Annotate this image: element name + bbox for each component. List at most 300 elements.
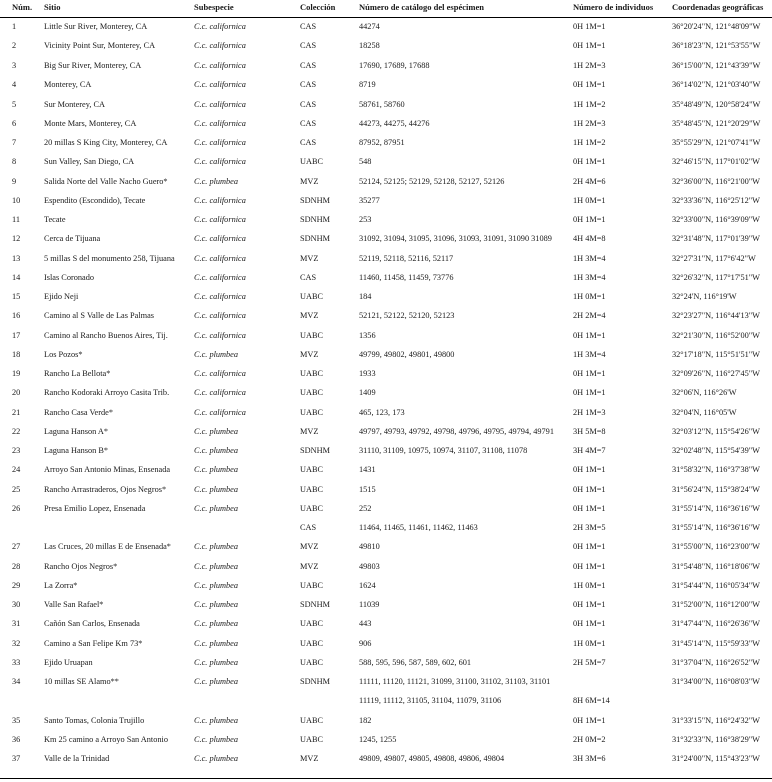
cell-individuos: 0H 1M=1 (573, 157, 606, 166)
cell-coleccion: UABC (300, 485, 324, 494)
cell-subespecie: C.c. californica (194, 119, 246, 128)
cell-catalogo: 52119, 52118, 52116, 52117 (359, 254, 454, 263)
table-row (0, 559, 772, 574)
cell-subespecie: C.c. californica (194, 234, 246, 243)
cell-subespecie: C.c. plumbea (194, 677, 239, 686)
cell-individuos: 1H 1M=2 (573, 100, 606, 109)
cell-subespecie: C.c. plumbea (194, 446, 239, 455)
cell-sitio: Camino al Rancho Buenos Aires, Tij. (44, 331, 168, 340)
cell-subespecie: C.c. plumbea (194, 562, 239, 571)
cell-num: 3 (12, 61, 17, 70)
cell-individuos: 1H 0M=1 (573, 639, 606, 648)
header-num: Núm. (12, 2, 33, 12)
cell-coleccion: CAS (300, 100, 317, 109)
cell-sitio: Valle San Rafael* (44, 600, 104, 609)
cell-num: 8 (12, 157, 17, 166)
cell-individuos: 2H 1M=3 (573, 408, 606, 417)
table-row (0, 38, 772, 53)
cell-coordenadas: 31°58'32"N, 116°37'38"W (672, 465, 760, 474)
cell-individuos: 1H 1M=2 (573, 138, 606, 147)
cell-subespecie: C.c. californica (194, 100, 246, 109)
cell-num: 37 (12, 754, 21, 763)
cell-coleccion: UABC (300, 716, 324, 725)
cell-sitio: Sun Valley, San Diego, CA (44, 157, 135, 166)
cell-sitio: Cañón San Carlos, Ensenada (44, 619, 140, 628)
cell-coleccion: MVZ (300, 311, 319, 320)
cell-num: 12 (12, 234, 21, 243)
cell-num: 11 (12, 215, 20, 224)
table-row (0, 713, 772, 728)
table-row (0, 597, 772, 612)
cell-catalogo: 49799, 49802, 49801, 49800 (359, 350, 455, 359)
cell-num: 13 (12, 254, 21, 263)
cell-coordenadas: 31°24'00"N, 115°43'23"W (672, 754, 760, 763)
cell-num: 14 (12, 273, 21, 282)
cell-individuos: 0H 1M=1 (573, 600, 606, 609)
cell-coleccion: UABC (300, 157, 324, 166)
cell-catalogo: 35277 (359, 196, 380, 205)
cell-individuos: 1H 3M=4 (573, 254, 606, 263)
cell-subespecie: C.c. plumbea (194, 600, 239, 609)
cell-coleccion: CAS (300, 41, 317, 50)
table-row (0, 289, 772, 304)
cell-catalogo: 588, 595, 596, 587, 589, 602, 601 (359, 658, 472, 667)
cell-individuos: 0H 1M=1 (573, 215, 606, 224)
cell-coordenadas: 36°18'23"N, 121°53'55"W (672, 41, 761, 50)
cell-coleccion: UABC (300, 504, 324, 513)
cell-coordenadas: 31°37'04"N, 116°26'52"W (672, 658, 760, 667)
table-row (0, 58, 772, 73)
cell-sitio: Arroyo San Antonio Minas, Ensenada (44, 465, 171, 474)
cell-coordenadas: 32°06'N, 116°26'W (672, 388, 737, 397)
cell-num: 22 (12, 427, 21, 436)
cell-subespecie: C.c. californica (194, 22, 246, 31)
cell-num: 21 (12, 408, 21, 417)
cell-individuos: 2H 4M=6 (573, 177, 606, 186)
cell-sitio: Km 25 camino a Arroyo San Antonio (44, 735, 168, 744)
cell-sitio: Espendito (Escondido), Tecate (44, 196, 146, 205)
cell-catalogo: 1624 (359, 581, 376, 590)
cell-coleccion: CAS (300, 80, 317, 89)
cell-num: 15 (12, 292, 21, 301)
cell-coleccion: CAS (300, 22, 317, 31)
cell-num: 28 (12, 562, 21, 571)
cell-subespecie: C.c. plumbea (194, 639, 239, 648)
table-row (0, 751, 772, 766)
cell-individuos: 0H 1M=1 (573, 465, 606, 474)
cell-num: 33 (12, 658, 21, 667)
cell-individuos: 3H 5M=8 (573, 427, 606, 436)
cell-individuos: 0H 1M=1 (573, 542, 606, 551)
cell-individuos: 8H 6M=14 (573, 696, 610, 705)
cell-individuos: 0H 1M=1 (573, 41, 606, 50)
cell-subespecie: C.c. californica (194, 292, 246, 301)
cell-coordenadas: 32°33'00"N, 116°39'09"W (672, 215, 760, 224)
cell-coordenadas: 32°04'N, 116°05'W (672, 408, 737, 417)
cell-num: 34 (12, 677, 21, 686)
cell-num: 2 (12, 41, 17, 50)
cell-num: 30 (12, 600, 21, 609)
cell-sitio: Monte Mars, Monterey, CA (44, 119, 137, 128)
cell-individuos: 3H 3M=6 (573, 754, 606, 763)
cell-coordenadas: 31°32'33"N, 116°38'29"W (672, 735, 760, 744)
cell-subespecie: C.c. plumbea (194, 581, 239, 590)
cell-subespecie: C.c. plumbea (194, 542, 239, 551)
cell-catalogo: 8719 (359, 80, 376, 89)
cell-subespecie: C.c. plumbea (194, 465, 239, 474)
cell-subespecie: C.c. californica (194, 388, 246, 397)
table-row (0, 385, 772, 400)
cell-sitio: Camino al S Valle de Las Palmas (44, 311, 154, 320)
cell-individuos: 0H 1M=1 (573, 331, 606, 340)
cell-sitio: Los Pozos* (44, 350, 83, 359)
cell-num: 1 (12, 22, 17, 31)
cell-num: 4 (12, 80, 17, 89)
cell-coordenadas: 32°09'26"N, 116°27'45"W (672, 369, 760, 378)
cell-coleccion: MVZ (300, 754, 319, 763)
cell-coordenadas: 35°48'49"N, 120°58'24"W (672, 100, 761, 109)
cell-coleccion: UABC (300, 331, 324, 340)
cell-num: 23 (12, 446, 21, 455)
cell-sitio: Laguna Hanson B* (44, 446, 109, 455)
cell-coleccion: UABC (300, 581, 324, 590)
cell-coleccion: SDNHM (300, 446, 330, 455)
cell-coleccion: SDNHM (300, 215, 330, 224)
cell-individuos: 0H 1M=1 (573, 619, 606, 628)
cell-sitio: 5 millas S del monumento 258, Tijuana (44, 254, 175, 263)
cell-sitio: Islas Coronado (44, 273, 95, 282)
cell-catalogo: 58761, 58760 (359, 100, 405, 109)
cell-coordenadas: 36°14'02"N, 121°03'40"W (672, 80, 761, 89)
cell-num: 9 (12, 177, 17, 186)
cell-coordenadas: 32°21'30"N, 116°52'00"W (672, 331, 760, 340)
table-row (0, 616, 772, 631)
cell-subespecie: C.c. californica (194, 369, 246, 378)
cell-coordenadas: 32°23'27"N, 116°44'13"W (672, 311, 760, 320)
cell-catalogo: 1515 (359, 485, 376, 494)
cell-coordenadas: 32°33'36"N, 116°25'12"W (672, 196, 760, 205)
cell-coleccion: SDNHM (300, 234, 330, 243)
cell-catalogo: 252 (359, 504, 372, 513)
cell-individuos: 0H 1M=1 (573, 504, 606, 513)
cell-individuos: 3H 4M=7 (573, 446, 606, 455)
cell-subespecie: C.c. plumbea (194, 735, 239, 744)
cell-catalogo: 87952, 87951 (359, 138, 405, 147)
cell-coordenadas: 32°26'32"N, 117°17'51"W (672, 273, 760, 282)
cell-subespecie: C.c. californica (194, 408, 246, 417)
cell-catalogo: 31092, 31094, 31095, 31096, 31093, 31091, 31090 31089 (359, 234, 552, 243)
cell-coordenadas: 32°46'15"N, 117°01'02"W (672, 157, 760, 166)
table-row (0, 231, 772, 246)
cell-coordenadas: 31°55'14"N, 116°36'16"W (672, 504, 760, 513)
cell-num: 20 (12, 388, 21, 397)
cell-coordenadas: 32°31'48"N, 117°01'39"W (672, 234, 760, 243)
cell-coleccion: MVZ (300, 177, 319, 186)
cell-subespecie: C.c. californica (194, 254, 246, 263)
cell-catalogo: 443 (359, 619, 372, 628)
table-row (0, 77, 772, 92)
cell-sitio: Ejido Neji (44, 292, 79, 301)
cell-coleccion: SDNHM (300, 600, 330, 609)
cell-sitio: Vicinity Point Sur, Monterey, CA (44, 41, 156, 50)
cell-sitio: Santo Tomas, Colonia Trujillo (44, 716, 145, 725)
cell-coordenadas: 35°48'45"N, 121°20'29"W (672, 119, 761, 128)
cell-catalogo: 1409 (359, 388, 376, 397)
cell-subespecie: C.c. californica (194, 157, 246, 166)
cell-individuos: 0H 1M=1 (573, 562, 606, 571)
cell-coleccion: SDNHM (300, 196, 330, 205)
cell-subespecie: C.c. plumbea (194, 754, 239, 763)
cell-coleccion: CAS (300, 61, 317, 70)
cell-catalogo: 1356 (359, 331, 376, 340)
cell-individuos: 1H 0M=1 (573, 292, 606, 301)
cell-coleccion: CAS (300, 523, 317, 532)
header-coleccion: Colección (300, 2, 336, 12)
cell-sitio: Cerca de Tijuana (44, 234, 101, 243)
cell-coleccion: CAS (300, 119, 317, 128)
cell-catalogo: 31110, 31109, 10975, 10974, 31107, 31108, 11078 (359, 446, 528, 455)
cell-subespecie: C.c. plumbea (194, 658, 239, 667)
cell-coordenadas: 31°55'00"N, 116°23'00"W (672, 542, 760, 551)
cell-subespecie: C.c. californica (194, 80, 246, 89)
cell-catalogo: 44273, 44275, 44276 (359, 119, 430, 128)
header-individuos: Número de individuos (573, 2, 654, 12)
cell-individuos: 0H 1M=1 (573, 80, 606, 89)
cell-catalogo: 49810 (359, 542, 380, 551)
cell-subespecie: C.c. plumbea (194, 619, 239, 628)
table-row (0, 19, 772, 34)
cell-individuos: 0H 1M=1 (573, 22, 606, 31)
table-row (0, 308, 772, 323)
cell-catalogo: 17690, 17689, 17688 (359, 61, 430, 70)
header-coordenadas: Coordenadas geográficas (672, 2, 764, 12)
cell-sitio: Little Sur River, Monterey, CA (44, 22, 148, 31)
cell-num: 26 (12, 504, 21, 513)
table-row (0, 212, 772, 227)
cell-sitio: Salida Norte del Valle Nacho Guero* (44, 177, 168, 186)
header-catalogo: Número de catálogo del espécimen (359, 2, 484, 12)
cell-subespecie: C.c. californica (194, 138, 246, 147)
cell-individuos: 2H 2M=4 (573, 311, 606, 320)
cell-coleccion: UABC (300, 369, 324, 378)
cell-coordenadas: 32°17'18"N, 115°51'51"W (672, 350, 760, 359)
cell-coordenadas: 32°27'31"N, 117°6'42"W (672, 254, 756, 263)
table-row (0, 443, 772, 458)
cell-catalogo: 49803 (359, 562, 380, 571)
table-row (0, 693, 772, 708)
cell-coleccion: CAS (300, 138, 317, 147)
cell-individuos: 4H 4M=8 (573, 234, 606, 243)
cell-catalogo: 52124, 52125; 52129, 52128, 52127, 52126 (359, 177, 505, 186)
cell-sitio: Rancho Kodoraki Arroyo Casita Trib. (44, 388, 170, 397)
cell-sitio: Rancho La Bellota* (44, 369, 111, 378)
table-row (0, 501, 772, 516)
cell-sitio: Ejido Uruapan (44, 658, 93, 667)
cell-catalogo: 11119, 11112, 31105, 31104, 11079, 31106 (359, 696, 502, 705)
cell-sitio: Valle de la Trinidad (44, 754, 110, 763)
cell-coleccion: MVZ (300, 562, 319, 571)
table-row (0, 405, 772, 420)
cell-catalogo: 906 (359, 639, 372, 648)
table-row (0, 270, 772, 285)
cell-catalogo: 465, 123, 173 (359, 408, 405, 417)
cell-coordenadas: 35°55'29"N, 121°07'41"W (672, 138, 761, 147)
cell-coordenadas: 31°54'48"N, 116°18'06"W (672, 562, 760, 571)
cell-coordenadas: 32°36'00"N, 116°21'00"W (672, 177, 760, 186)
cell-coleccion: UABC (300, 408, 324, 417)
table-row (0, 366, 772, 381)
cell-individuos: 2H 3M=5 (573, 523, 606, 532)
cell-num: 17 (12, 331, 21, 340)
cell-catalogo: 182 (359, 716, 372, 725)
table-header-row (0, 0, 772, 15)
cell-subespecie: C.c. californica (194, 215, 246, 224)
cell-sitio: 20 millas S King City, Monterey, CA (44, 138, 168, 147)
cell-coleccion: MVZ (300, 350, 319, 359)
cell-subespecie: C.c. californica (194, 331, 246, 340)
cell-coordenadas: 31°34'00"N, 116°08'03"W (672, 677, 760, 686)
cell-coordenadas: 31°52'00"N, 116°12'00"W (672, 600, 760, 609)
cell-catalogo: 49809, 49807, 49805, 49808, 49806, 49804 (359, 754, 505, 763)
cell-catalogo: 11460, 11458, 11459, 73776 (359, 273, 454, 282)
cell-catalogo: 548 (359, 157, 372, 166)
cell-subespecie: C.c. plumbea (194, 716, 239, 725)
cell-coleccion: UABC (300, 292, 324, 301)
cell-sitio: 10 millas SE Alamo** (44, 677, 119, 686)
cell-subespecie: C.c. californica (194, 311, 246, 320)
cell-subespecie: C.c. californica (194, 196, 246, 205)
cell-sitio: Rancho Arrastraderos, Ojos Negros* (44, 485, 167, 494)
cell-coleccion: UABC (300, 465, 324, 474)
cell-individuos: 0H 1M=1 (573, 716, 606, 725)
cell-catalogo: 1933 (359, 369, 376, 378)
table-row (0, 193, 772, 208)
cell-individuos: 2H 0M=2 (573, 735, 606, 744)
cell-catalogo: 52121, 52122, 52120, 52123 (359, 311, 455, 320)
header-sitio: Sitio (44, 2, 61, 12)
cell-catalogo: 253 (359, 215, 372, 224)
cell-catalogo: 18258 (359, 41, 380, 50)
cell-coordenadas: 32°24'N, 116°19'W (672, 292, 737, 301)
cell-individuos: 1H 0M=1 (573, 581, 606, 590)
cell-coordenadas: 32°03'12"N, 115°54'26"W (672, 427, 760, 436)
cell-subespecie: C.c. californica (194, 41, 246, 50)
cell-catalogo: 1245, 1255 (359, 735, 397, 744)
table-row (0, 636, 772, 651)
header-divider (0, 17, 772, 18)
table-row (0, 424, 772, 439)
cell-coleccion: UABC (300, 639, 324, 648)
cell-sitio: Presa Emilio Lopez, Ensenada (44, 504, 146, 513)
cell-catalogo: 49797, 49793, 49792, 49798, 49796, 49795, 49794, 49791 (359, 427, 554, 436)
cell-catalogo: 11039 (359, 600, 380, 609)
cell-individuos: 0H 1M=1 (573, 388, 606, 397)
table-row (0, 328, 772, 343)
table-row (0, 462, 772, 477)
cell-coleccion: MVZ (300, 542, 319, 551)
cell-coordenadas: 31°45'14"N, 115°59'33"W (672, 639, 760, 648)
table-row (0, 251, 772, 266)
table-row (0, 174, 772, 189)
cell-individuos: 2H 5M=7 (573, 658, 606, 667)
cell-sitio: Big Sur River, Monterey, CA (44, 61, 142, 70)
cell-catalogo: 11464, 11465, 11461, 11462, 11463 (359, 523, 478, 532)
cell-individuos: 0H 1M=1 (573, 369, 606, 378)
table-row (0, 347, 772, 362)
cell-sitio: Camino a San Felipe Km 73* (44, 639, 143, 648)
cell-num: 31 (12, 619, 21, 628)
cell-catalogo: 1431 (359, 465, 376, 474)
cell-coleccion: UABC (300, 388, 324, 397)
cell-num: 19 (12, 369, 21, 378)
cell-coordenadas: 31°56'24"N, 115°38'24"W (672, 485, 760, 494)
header-subespecie: Subespecie (194, 2, 234, 12)
cell-coordenadas: 36°15'00"N, 121°43'39"W (672, 61, 761, 70)
cell-sitio: Monterey, CA (44, 80, 92, 89)
table-row (0, 655, 772, 670)
cell-coordenadas: 31°54'44"N, 116°05'34"W (672, 581, 760, 590)
cell-catalogo: 184 (359, 292, 372, 301)
cell-num: 24 (12, 465, 21, 474)
cell-coordenadas: 32°02'48"N, 115°54'39"W (672, 446, 760, 455)
cell-coleccion: CAS (300, 273, 317, 282)
cell-subespecie: C.c. plumbea (194, 350, 239, 359)
cell-individuos: 1H 2M=3 (573, 119, 606, 128)
cell-num: 5 (12, 100, 17, 109)
cell-sitio: La Zorra* (44, 581, 78, 590)
table-row (0, 539, 772, 554)
cell-sitio: Rancho Casa Verde* (44, 408, 113, 417)
cell-catalogo: 11111, 11120, 11121, 31099, 31100, 31102, 31103, 31101 (359, 677, 551, 686)
cell-catalogo: 44274 (359, 22, 380, 31)
cell-num: 10 (12, 196, 21, 205)
cell-sitio: Rancho Ojos Negros* (44, 562, 118, 571)
cell-individuos: 0H 1M=1 (573, 485, 606, 494)
table-row (0, 732, 772, 747)
table-row (0, 154, 772, 169)
cell-num: 6 (12, 119, 17, 128)
cell-num: 36 (12, 735, 21, 744)
cell-num: 27 (12, 542, 21, 551)
cell-num: 35 (12, 716, 21, 725)
cell-num: 25 (12, 485, 21, 494)
table-bottom-rule (0, 778, 772, 779)
table-row (0, 116, 772, 131)
cell-sitio: Tecate (44, 215, 66, 224)
cell-coleccion: MVZ (300, 427, 319, 436)
cell-coleccion: UABC (300, 658, 324, 667)
cell-coordenadas: 31°47'44"N, 116°26'36"W (672, 619, 760, 628)
cell-individuos: 1H 3M=4 (573, 273, 606, 282)
table-row (0, 674, 772, 689)
cell-num: 32 (12, 639, 21, 648)
cell-coleccion: SDNHM (300, 677, 330, 686)
cell-subespecie: C.c. plumbea (194, 427, 239, 436)
cell-sitio: Laguna Hanson A* (44, 427, 109, 436)
cell-num: 18 (12, 350, 21, 359)
table-row (0, 578, 772, 593)
cell-coleccion: MVZ (300, 254, 319, 263)
cell-subespecie: C.c. plumbea (194, 485, 239, 494)
cell-coleccion: UABC (300, 735, 324, 744)
cell-individuos: 1H 0M=1 (573, 196, 606, 205)
cell-sitio: Las Cruces, 20 millas E de Ensenada* (44, 542, 171, 551)
cell-num: 7 (12, 138, 17, 147)
cell-num: 29 (12, 581, 21, 590)
cell-coordenadas: 31°33'15"N, 116°24'32"W (672, 716, 760, 725)
cell-subespecie: C.c. plumbea (194, 177, 239, 186)
table-row (0, 97, 772, 112)
